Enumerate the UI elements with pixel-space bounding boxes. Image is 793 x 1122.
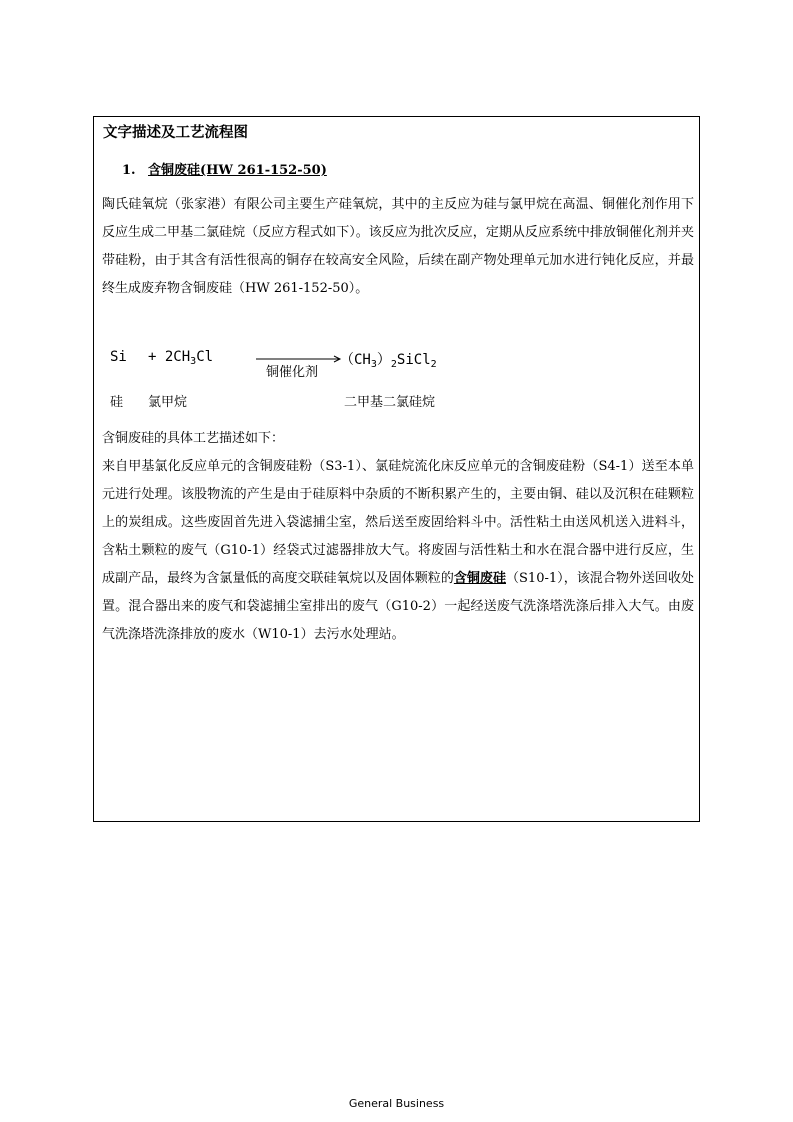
content-box [93,116,700,822]
catalyst-label: 铜催化剂 [266,365,319,380]
reaction-equation [110,341,530,421]
reactant-chloromethane: + $2CH_3Cl$ [148,349,214,367]
emphasized-term: 含铜废硅 [453,571,506,586]
process-paragraph: 来自甲基氯化反应单元的含铜废硅粉（S3-1）、氯硅烷流化床反应单元的含铜废硅粉（S4-1）送至本单元进行处理。该股物流的产生是由于硅原料中杂质的不断积累产生的，主要由铜、硅以及沉积在硅颗粒上的炭组成。这些废固首先进入袋滤捕尘室，然后送至废固给料斗中。活性粘土由送风机送入进料斗，含粘土颗粒的废气（G10-1）经袋式过滤器排放大气。将废固与活性粘土和水在混合器中进行反应，生成副产品，最终为含氯量低的高度交联硅氧烷以及固体颗粒的含铜废硅（S10-1），该混合物外送回收处置。混合器出来的废气和袋滤捕尘室排出的废气（G10-2）一起经送废气洗涤塔洗涤后排入大气。由废气洗涤塔洗涤排放的废水（W10-1）去污水处理站。 [102,459,694,642]
process-intro: 含铜废硅的具体工艺描述如下： [102,431,285,446]
reactant-silicon: Si [110,349,127,365]
subsection-title: 含铜废硅(HW 261-152-50) [148,163,327,178]
footer-classification: General Business [348,1097,445,1110]
reactant-chloromethane-name: 氯甲烷 [148,395,188,410]
section-heading: 文字描述及工艺流程图 [103,124,248,141]
reactant-silicon-name: 硅 [110,395,124,410]
subsection-heading [122,159,327,178]
product-formula: $(CH_3)_2SiCl_2$ [340,352,437,370]
description-paragraph: 陶氏硅氧烷（张家港）有限公司主要生产硅氧烷，其中的主反应为硅与氯甲烷在高温、铜催化剂作用下反应生成二甲基二氯硅烷（反应方程式如下）。该反应为批次反应，定期从反应系统中排放铜催化剂并夹带硅粉，由于其含有活性很高的铜存在较高安全风险，后续在副产物处理单元加水进行钝化反应，并最终生成废弃物含铜废硅（HW 261-152-50）。 [102,197,694,296]
product-name: 二甲基二氯硅烷 [344,395,436,410]
subsection-number: 1. [122,163,136,178]
